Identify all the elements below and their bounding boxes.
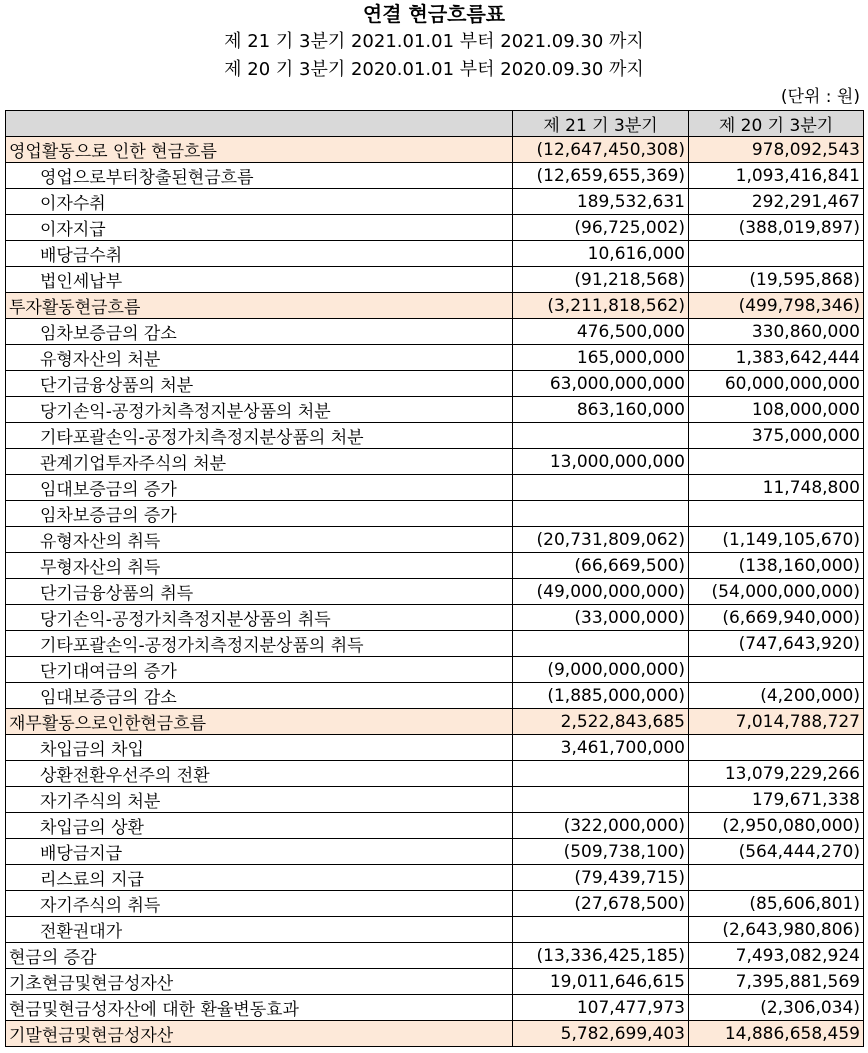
- row-label: 리스료의 지급: [6, 865, 513, 891]
- row-prior-value: [689, 501, 864, 527]
- table-row: [6, 189, 864, 215]
- table-row: [6, 215, 864, 241]
- row-current-value: 5,782,699,403: [513, 1021, 689, 1047]
- row-current-value: (12,659,655,369): [513, 163, 689, 189]
- row-prior-value: (54,000,000,000): [689, 579, 864, 605]
- row-label: 차입금의 차입: [6, 735, 513, 761]
- table-row: [6, 137, 864, 163]
- row-current-value: 189,532,631: [513, 189, 689, 215]
- row-current-value: (27,678,500): [513, 891, 689, 917]
- row-prior-value: 1,383,642,444: [689, 345, 864, 371]
- row-prior-value: [689, 657, 864, 683]
- table-row: [6, 371, 864, 397]
- row-prior-value: (564,444,270): [689, 839, 864, 865]
- row-label: 단기대여금의 증가: [6, 657, 513, 683]
- row-label: 임차보증금의 감소: [6, 319, 513, 345]
- row-label: 이자지급: [6, 215, 513, 241]
- row-prior-value: (499,798,346): [689, 293, 864, 319]
- row-prior-value: 60,000,000,000: [689, 371, 864, 397]
- row-current-value: (1,885,000,000): [513, 683, 689, 709]
- table-row: [6, 735, 864, 761]
- row-prior-value: (388,019,897): [689, 215, 864, 241]
- row-label: 임대보증금의 증가: [6, 475, 513, 501]
- row-current-value: [513, 761, 689, 787]
- row-prior-value: (2,950,080,000): [689, 813, 864, 839]
- row-label: 임차보증금의 증가: [6, 501, 513, 527]
- row-label: 전환권대가: [6, 917, 513, 943]
- table-row: [6, 527, 864, 553]
- header-label-col: [6, 111, 513, 137]
- row-prior-value: 7,493,082,924: [689, 943, 864, 969]
- row-label: 기말현금및현금성자산: [6, 1021, 513, 1047]
- row-prior-value: (2,643,980,806): [689, 917, 864, 943]
- row-prior-value: (747,643,920): [689, 631, 864, 657]
- row-prior-value: (85,606,801): [689, 891, 864, 917]
- row-current-value: (20,731,809,062): [513, 527, 689, 553]
- row-label: 배당금지급: [6, 839, 513, 865]
- row-label: 기타포괄손익-공정가치측정지분상품의 취득: [6, 631, 513, 657]
- table-row: [6, 345, 864, 371]
- table-row: [6, 163, 864, 189]
- row-label: 상환전환우선주의 전환: [6, 761, 513, 787]
- table-row: [6, 449, 864, 475]
- period-current: 제 21 기 3분기 2021.01.01 부터 2021.09.30 까지: [224, 31, 644, 52]
- row-prior-value: 978,092,543: [689, 137, 864, 163]
- row-label: 관계기업투자주식의 처분: [6, 449, 513, 475]
- row-current-value: 165,000,000: [513, 345, 689, 371]
- row-current-value: [513, 475, 689, 501]
- row-prior-value: 7,395,881,569: [689, 969, 864, 995]
- table-row: [6, 657, 864, 683]
- header-current-col: 제 21 기 3분기: [513, 111, 689, 137]
- row-label: 영업활동으로 인한 현금흐름: [6, 137, 513, 163]
- row-prior-value: [689, 241, 864, 267]
- table-row: [6, 579, 864, 605]
- row-current-value: [513, 787, 689, 813]
- row-current-value: (9,000,000,000): [513, 657, 689, 683]
- row-current-value: (13,336,425,185): [513, 943, 689, 969]
- row-label: 당기손익-공정가치측정지분상품의 처분: [6, 397, 513, 423]
- statement-title: 연결 현금흐름표: [362, 2, 506, 26]
- row-prior-value: (1,149,105,670): [689, 527, 864, 553]
- row-label: 유형자산의 취득: [6, 527, 513, 553]
- row-prior-value: 11,748,800: [689, 475, 864, 501]
- row-prior-value: 179,671,338: [689, 787, 864, 813]
- row-prior-value: [689, 865, 864, 891]
- row-current-value: (3,211,818,562): [513, 293, 689, 319]
- row-prior-value: 1,093,416,841: [689, 163, 864, 189]
- unit-label: (단위 : 원): [780, 87, 860, 107]
- row-label: 투자활동현금흐름: [6, 293, 513, 319]
- table-row: [6, 319, 864, 345]
- table-row: [6, 969, 864, 995]
- row-prior-value: 7,014,788,727: [689, 709, 864, 735]
- table-row: [6, 761, 864, 787]
- row-current-value: (33,000,000): [513, 605, 689, 631]
- row-current-value: (322,000,000): [513, 813, 689, 839]
- table-row: [6, 475, 864, 501]
- header-prior-col: 제 20 기 3분기: [689, 111, 864, 137]
- row-prior-value: (2,306,034): [689, 995, 864, 1021]
- row-current-value: 3,461,700,000: [513, 735, 689, 761]
- row-prior-value: (6,669,940,000): [689, 605, 864, 631]
- row-current-value: 19,011,646,615: [513, 969, 689, 995]
- table-row: [6, 787, 864, 813]
- row-current-value: 13,000,000,000: [513, 449, 689, 475]
- table-row: [6, 397, 864, 423]
- row-current-value: 63,000,000,000: [513, 371, 689, 397]
- row-current-value: 2,522,843,685: [513, 709, 689, 735]
- row-label: 법인세납부: [6, 267, 513, 293]
- row-label: 단기금융상품의 취득: [6, 579, 513, 605]
- table-row: [6, 995, 864, 1021]
- period-prior: 제 20 기 3분기 2020.01.01 부터 2020.09.30 까지: [224, 59, 644, 80]
- row-label: 현금의 증감: [6, 943, 513, 969]
- row-prior-value: (138,160,000): [689, 553, 864, 579]
- row-label: 기초현금및현금성자산: [6, 969, 513, 995]
- table-row: [6, 553, 864, 579]
- cash-flow-table: [5, 110, 864, 1047]
- row-label: 차입금의 상환: [6, 813, 513, 839]
- row-current-value: 863,160,000: [513, 397, 689, 423]
- row-label: 재무활동으로인한현금흐름: [6, 709, 513, 735]
- row-current-value: (96,725,002): [513, 215, 689, 241]
- table-row: [6, 813, 864, 839]
- row-label: 무형자산의 취득: [6, 553, 513, 579]
- row-label: 자기주식의 취득: [6, 891, 513, 917]
- row-label: 임대보증금의 감소: [6, 683, 513, 709]
- row-label: 기타포괄손익-공정가치측정지분상품의 처분: [6, 423, 513, 449]
- row-label: 현금및현금성자산에 대한 환율변동효과: [6, 995, 513, 1021]
- row-current-value: (91,218,568): [513, 267, 689, 293]
- row-current-value: [513, 917, 689, 943]
- row-label: 당기손익-공정가치측정지분상품의 취득: [6, 605, 513, 631]
- table-row: [6, 1021, 864, 1047]
- table-row: [6, 631, 864, 657]
- row-current-value: (49,000,000,000): [513, 579, 689, 605]
- table-row: [6, 943, 864, 969]
- row-label: 유형자산의 처분: [6, 345, 513, 371]
- table-row: [6, 605, 864, 631]
- row-prior-value: (4,200,000): [689, 683, 864, 709]
- row-prior-value: 292,291,467: [689, 189, 864, 215]
- row-current-value: (66,669,500): [513, 553, 689, 579]
- table-row: [6, 267, 864, 293]
- row-prior-value: 330,860,000: [689, 319, 864, 345]
- row-label: 배당금수취: [6, 241, 513, 267]
- row-prior-value: 108,000,000: [689, 397, 864, 423]
- row-current-value: [513, 423, 689, 449]
- table-header-row: [6, 111, 864, 137]
- table-row: [6, 917, 864, 943]
- row-current-value: [513, 501, 689, 527]
- row-current-value: [513, 631, 689, 657]
- row-label: 자기주식의 처분: [6, 787, 513, 813]
- table-row: [6, 241, 864, 267]
- row-current-value: (79,439,715): [513, 865, 689, 891]
- row-prior-value: 14,886,658,459: [689, 1021, 864, 1047]
- table-row: [6, 423, 864, 449]
- row-current-value: (509,738,100): [513, 839, 689, 865]
- row-label: 단기금융상품의 처분: [6, 371, 513, 397]
- row-current-value: (12,647,450,308): [513, 137, 689, 163]
- table-row: [6, 891, 864, 917]
- table-row: [6, 683, 864, 709]
- row-current-value: 476,500,000: [513, 319, 689, 345]
- row-prior-value: 13,079,229,266: [689, 761, 864, 787]
- row-label: 이자수취: [6, 189, 513, 215]
- row-current-value: 107,477,973: [513, 995, 689, 1021]
- row-prior-value: [689, 735, 864, 761]
- row-label: 영업으로부터창출된현금흐름: [6, 163, 513, 189]
- table-row: [6, 865, 864, 891]
- row-current-value: 10,616,000: [513, 241, 689, 267]
- table-row: [6, 501, 864, 527]
- row-prior-value: [689, 449, 864, 475]
- row-prior-value: 375,000,000: [689, 423, 864, 449]
- row-prior-value: (19,595,868): [689, 267, 864, 293]
- table-row: [6, 839, 864, 865]
- table-row: [6, 293, 864, 319]
- table-row: [6, 709, 864, 735]
